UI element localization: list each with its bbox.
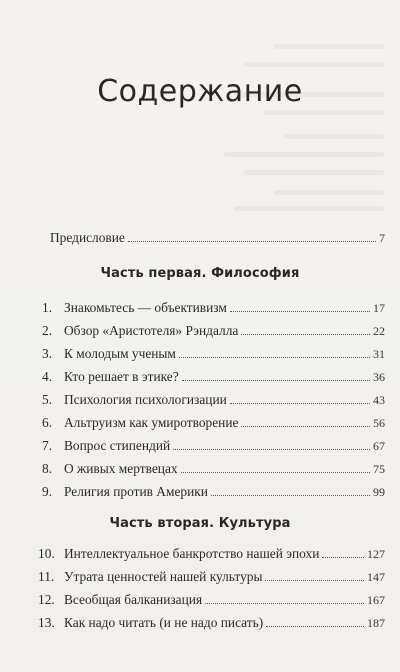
toc-entry-number: 9. [42,484,53,499]
toc-entry-number: 4. [42,369,53,384]
toc-entry [42,300,385,316]
toc-entry [42,461,385,477]
toc-entry-page: 127 [367,547,385,561]
toc-entry [42,415,385,431]
part-title: Часть первая. Философия [100,266,300,281]
dot-leader [173,449,370,450]
dot-leader [179,357,370,358]
toc-entry-page: 7 [379,231,385,245]
toc-entry-page: 17 [373,301,385,315]
toc-entry [42,346,385,362]
toc-entry-page: 187 [367,616,385,630]
bleed-through-line [274,44,384,49]
toc-entry-page: 22 [373,324,385,338]
toc-entry-label: Психология психологизации [64,392,227,407]
toc-entry-preface [50,230,385,246]
toc-entry [42,323,385,339]
dot-leader [205,603,364,604]
toc-entry-page: 43 [373,393,385,407]
dot-leader [230,311,370,312]
toc-entry-number: 5. [42,392,53,407]
dot-leader [211,495,370,496]
part-title: Часть вторая. Культура [109,516,291,531]
dot-leader [182,380,370,381]
toc-entry-page: 67 [373,439,385,453]
toc-entry-number: 6. [42,415,53,430]
toc-entry-page: 36 [373,370,385,384]
toc-entry-label: Предисловие [50,230,125,245]
toc-entry-label: Альтруизм как умиротворение [64,415,239,430]
toc-entry-page: 99 [373,485,385,499]
toc-entry-page: 147 [367,570,385,584]
toc-entry-number: 1. [42,300,53,315]
toc-entry-label: Кто решает в этике? [64,369,179,384]
toc-entry-page: 75 [373,462,385,476]
toc-entry-label: Утрата ценностей нашей культуры [64,569,263,584]
toc-entry-number: 11. [38,569,55,584]
toc-entry [38,615,385,631]
toc-entry-label: К молодым ученым [64,346,176,361]
dot-leader [265,580,364,581]
toc-entry-number: 12. [38,592,55,607]
toc-entry [38,569,385,585]
toc-entry-label: Вопрос стипендий [64,438,171,453]
toc-entry-label: О живых мертвецах [64,461,178,476]
toc-entry-label: Как надо читать (и не надо писать) [64,615,264,630]
toc-entry-number: 7. [42,438,53,453]
toc-entry-label: Обзор «Аристотеля» Рэндалла [64,323,239,338]
dot-leader [241,426,370,427]
toc-entry-page: 31 [373,347,385,361]
bleed-through-line [244,170,384,175]
bleed-through-line [284,134,384,139]
page-title: Содержание [97,74,303,109]
dot-leader [128,241,376,242]
toc-entry-label: Всеобщая балканизация [64,592,203,607]
toc-entry [38,592,385,608]
dot-leader [241,334,370,335]
bleed-through-line [234,206,384,211]
toc-entry-label: Религия против Америки [64,484,208,499]
toc-entry [38,546,385,562]
toc-entry [42,484,385,500]
toc-entry-number: 2. [42,323,53,338]
toc-entry [42,438,385,454]
toc-entry-page: 56 [373,416,385,430]
bleed-through-line [224,152,384,157]
toc-entry-label: Интеллектуальное банкротство нашей эпохи [64,546,320,561]
toc-entry [42,369,385,385]
toc-entry-number: 3. [42,346,53,361]
toc-entry-number: 8. [42,461,53,476]
toc-entry-number: 13. [38,615,55,630]
toc-entry-page: 167 [367,593,385,607]
toc-entry-label: Знакомьтесь — объективизм [64,300,227,315]
toc-entry [42,392,385,408]
dot-leader [322,557,364,558]
dot-leader [230,403,370,404]
toc-entry-number: 10. [38,546,55,561]
dot-leader [181,472,370,473]
bleed-through-line [264,110,384,115]
bleed-through-line [274,190,384,195]
bleed-through-line [244,62,384,67]
dot-leader [266,626,364,627]
